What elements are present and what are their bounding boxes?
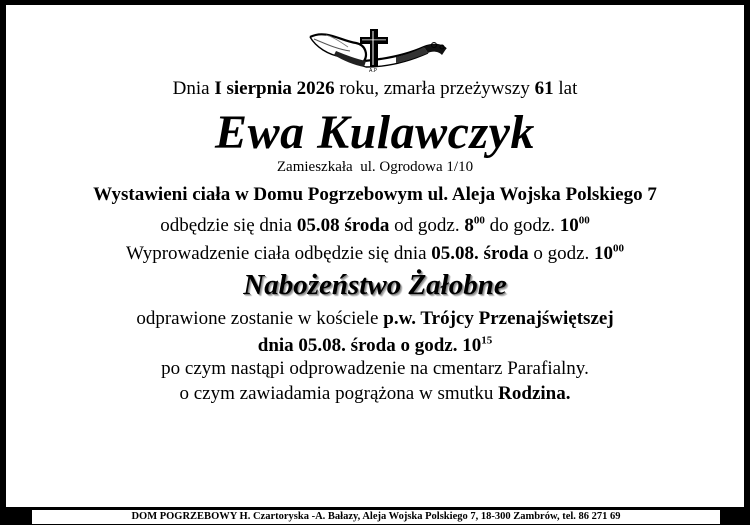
death-announcement bbox=[6, 78, 744, 100]
svg-text:A.P: A.P bbox=[369, 68, 377, 73]
exposition-time-mid2: do godz. bbox=[484, 215, 560, 236]
exposition-from-min: 00 bbox=[473, 214, 485, 227]
exposition-line: Wystawieni ciała w Domu Pogrzebowym ul. Aleja Wojska Polskiego 7 bbox=[93, 184, 657, 205]
cross-ribbon-icon bbox=[306, 25, 448, 73]
address-line bbox=[6, 159, 744, 176]
death-age: 61 bbox=[534, 78, 554, 99]
notice-line bbox=[6, 383, 744, 405]
service-place-prefix: odprawione zostanie w kościele bbox=[136, 308, 384, 329]
service-time-text: dnia 05.08. środa o godz. 10 bbox=[257, 335, 482, 356]
departure-prefix: Wyprowadzenie ciała odbędzie się dnia bbox=[125, 243, 432, 264]
footer-bar bbox=[0, 507, 750, 525]
exposition-time-line bbox=[6, 215, 744, 237]
cemetery-line: po czym nastąpi odprowadzenie na cmentarz Parafialny. bbox=[161, 358, 589, 379]
address-value: ul. Ogrodowa 1/10 bbox=[360, 159, 474, 175]
exposition-to-hour: 10 bbox=[559, 215, 579, 236]
service-time-line bbox=[6, 335, 744, 357]
death-date: I sierpnia 2026 bbox=[214, 78, 335, 99]
obituary-content bbox=[6, 5, 744, 509]
service-place-line bbox=[6, 308, 744, 330]
departure-middle: o godz. bbox=[528, 243, 595, 264]
exposition-time-prefix: odbędzie się dnia bbox=[160, 215, 297, 236]
departure-min: 00 bbox=[613, 242, 625, 255]
service-title: Nabożeństwo Żałobne bbox=[243, 269, 507, 301]
death-middle: roku, zmarła przeżywszy bbox=[334, 78, 535, 99]
notice-prefix: o czym zawiadamia pogrążona w smutku bbox=[179, 383, 499, 404]
departure-hour: 10 bbox=[594, 243, 614, 264]
death-suffix: lat bbox=[553, 78, 578, 99]
service-time-min: 15 bbox=[481, 334, 493, 347]
exposition-date: 05.08 środa bbox=[296, 215, 390, 236]
deceased-name: Ewa Kulawczyk bbox=[215, 106, 535, 159]
address-label: Zamieszkała bbox=[276, 159, 353, 175]
footer-text: DOM POGRZEBOWY H. Czartoryska -A. Bałazy, Aleja Wojska Polskiego 7, 18-300 Zambrów, tel. 86 271 69 bbox=[32, 510, 720, 524]
exposition-to-min: 00 bbox=[578, 214, 590, 227]
church-name: p.w. Trójcy Przenajświętszej bbox=[383, 308, 614, 329]
death-prefix: Dnia bbox=[172, 78, 215, 99]
departure-line bbox=[6, 243, 744, 265]
exposition-from-hour: 8 bbox=[464, 215, 474, 236]
exposition-time-middle: od godz. bbox=[389, 215, 465, 236]
departure-date: 05.08. środa bbox=[431, 243, 529, 264]
notice-family: Rodzina. bbox=[498, 383, 571, 404]
